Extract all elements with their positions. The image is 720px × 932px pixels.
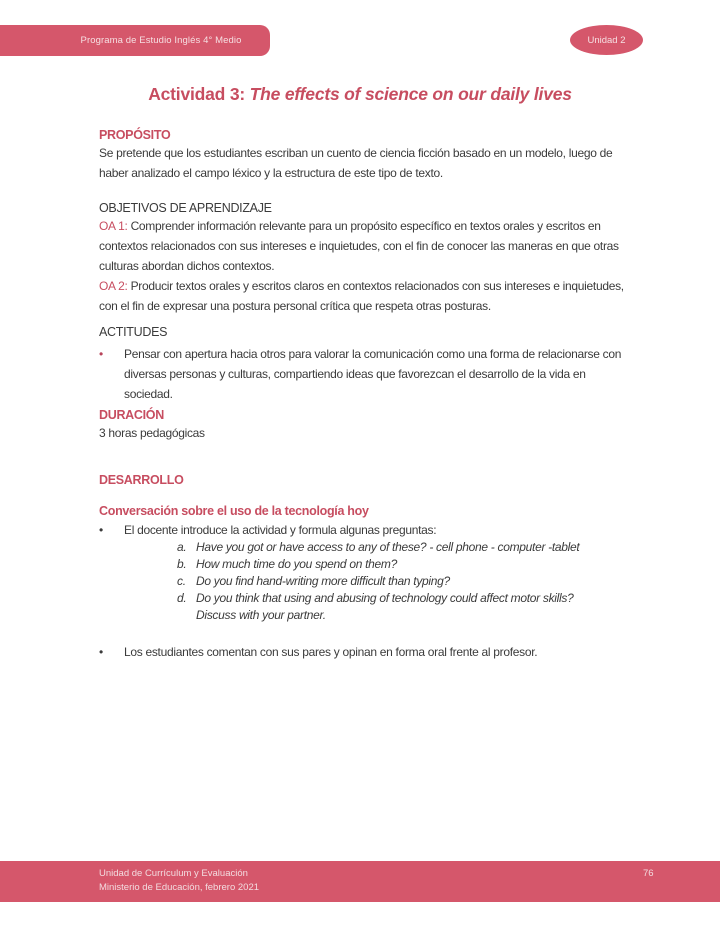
program-badge [0,25,270,56]
oa1-label: OA 1: [99,219,128,233]
oa1-paragraph [99,216,631,276]
actitudes-heading: ACTITUDES [99,325,168,339]
question-text-line1: Do you think that using and abusing of technology could affect motor skills? [196,591,574,605]
page-number: 76 [643,868,654,879]
question-text [196,590,631,624]
proposito-body: Se pretende que los estudiantes escriban un cuento de ciencia ficción basado en un modelo, luego de haber analizado el campo léxico y la estructura de este tipo de texto. [99,146,613,180]
footer-line2: Ministerio de Educación, febrero 2021 [99,881,260,893]
unit-badge-label: Unidad 2 [587,34,626,46]
oa2-text: Producir textos orales y escritos claros en contextos relacionados con sus intereses e inquietudes, con el fin de expresar una postura personal crítica que respeta otras posturas. [99,279,624,313]
title-italic-part: The effects of science on our daily lives [249,84,572,104]
desarrollo-heading: DESARROLLO [99,473,184,487]
estudiantes-bullet-item [99,643,631,661]
question-item-d [99,590,631,624]
page-title [0,84,720,105]
question-letter: a. [177,540,187,554]
actitudes-list-item [99,344,631,404]
oa2-paragraph [99,276,631,316]
questions-list [99,539,631,624]
question-item-a [99,539,631,556]
question-letter: b. [177,557,187,571]
question-item-c [99,573,631,590]
question-text: Do you find hand-writing more difficult than typing? [196,574,450,588]
footer-line1: Unidad de Currículum y Evaluación [99,868,248,879]
bullet-icon: • [99,523,103,537]
footer-bar [0,861,720,902]
bullet-icon: • [99,347,103,361]
question-item-b [99,556,631,573]
objetivos-heading: OBJETIVOS DE APRENDIZAJE [99,201,272,215]
actitudes-bullet-text: Pensar con apertura hacia otros para valorar la comunicación como una forma de relacionarse con diversas personas y culturas, compartiendo ideas que favorezcan el desarrollo de la vida en sociedad. [124,347,622,401]
proposito-heading: PROPÓSITO [99,128,171,142]
question-letter: d. [177,591,187,605]
question-letter: c. [177,574,186,588]
question-text-line2: Discuss with your partner. [196,608,326,622]
bullet-icon: • [99,645,103,659]
docente-bullet-item [99,521,631,539]
estudiantes-bullet-text: Los estudiantes comentan con sus pares y opinan en forma oral frente al profesor. [124,645,538,659]
oa2-label: OA 2: [99,279,128,293]
question-text: How much time do you spend on them? [196,557,397,571]
footer-left-block [99,867,259,894]
title-prefix: Actividad 3: [148,84,250,104]
conversacion-subheading: Conversación sobre el uso de la tecnología hoy [99,504,369,518]
docente-bullet-text: El docente introduce la actividad y formula algunas preguntas: [124,523,437,537]
question-text: Have you got or have access to any of these? - cell phone - computer -tablet [196,540,580,554]
oa1-text: Comprender información relevante para un propósito específico en textos orales y escritos en contextos relacionados con sus intereses e inquietudes, con el fin de conocer las maneras en que otras culturas abordan dichos contextos. [99,219,619,273]
content-column [99,127,631,661]
program-badge-label: Programa de Estudio Inglés 4° Medio [80,35,242,46]
duracion-heading: DURACIÓN [99,408,164,422]
unit-badge [570,25,643,55]
duracion-body: 3 horas pedagógicas [99,426,205,440]
